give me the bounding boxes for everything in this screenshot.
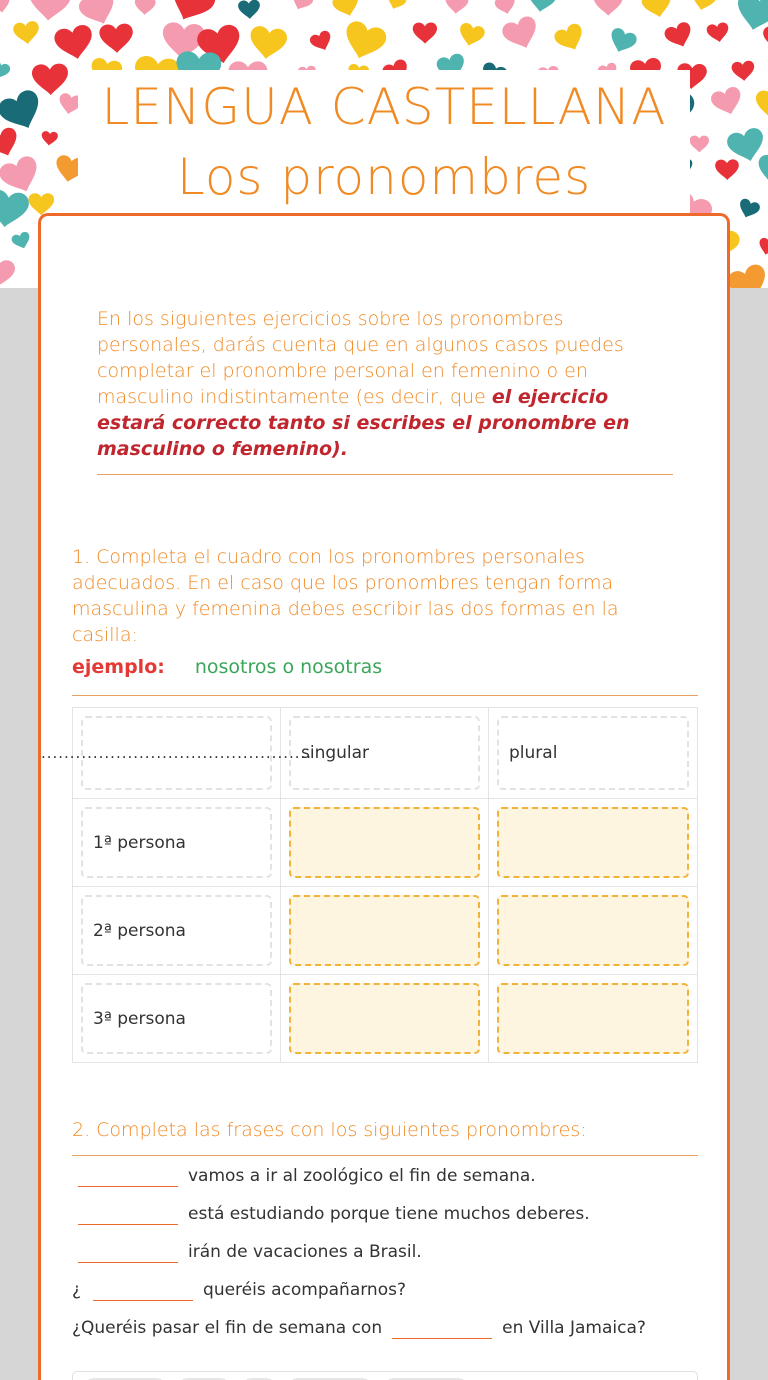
heart-icon	[238, 0, 261, 20]
sentence-2	[72, 1203, 590, 1225]
blank-input-3[interactable]	[78, 1241, 178, 1263]
heart-icon	[134, 0, 156, 15]
example-row	[72, 656, 382, 678]
answer-box-2-plural[interactable]	[497, 895, 689, 966]
title-banner	[78, 70, 690, 220]
heart-icon	[706, 22, 731, 44]
heart-icon	[690, 136, 710, 153]
word-bank	[72, 1371, 698, 1380]
heart-icon	[755, 154, 768, 188]
sentence-text: en Villa Jamaica?	[502, 1318, 646, 1338]
blank-input-2[interactable]	[78, 1203, 178, 1225]
heart-icon	[288, 0, 315, 14]
sentence-text: vamos a ir al zoológico el fin de semana.	[188, 1166, 536, 1186]
heart-icon	[494, 0, 518, 16]
question-2-prompt: 2. Completa las frases con los siguientes pronombres:	[72, 1119, 587, 1141]
grid-row-2	[73, 887, 697, 975]
example-label: ejemplo:	[72, 656, 165, 678]
heart-icon	[444, 0, 469, 15]
example-value: nosotros o nosotras	[194, 656, 383, 678]
sentence-text: queréis acompañarnos?	[203, 1280, 406, 1300]
heart-icon	[733, 0, 768, 34]
grid-corner-cell: ...............................................	[81, 716, 272, 790]
answer-box-3-plural[interactable]	[497, 983, 689, 1054]
heart-icon	[27, 0, 72, 22]
heart-icon	[0, 126, 22, 161]
question-1-prompt: 1. Completa el cuadro con los pronombres personales adecuados. En el caso que los pronombres tengan forma masculina y femenina debes escribir las dos formas en la casilla:	[72, 546, 619, 646]
heart-icon	[340, 19, 389, 64]
heart-icon	[413, 22, 438, 43]
heart-icon	[0, 154, 44, 199]
heart-icon	[0, 188, 30, 230]
worksheet	[38, 213, 730, 1380]
heart-icon	[526, 0, 558, 14]
heart-icon	[53, 23, 96, 62]
heart-icon	[640, 0, 674, 20]
intro-paragraph	[97, 306, 677, 462]
heart-icon	[663, 20, 696, 51]
grid-header-singular: singular	[289, 716, 480, 790]
heart-icon	[606, 26, 638, 56]
sentence-4	[72, 1279, 406, 1301]
heart-icon	[757, 237, 768, 258]
grid-row-1	[73, 799, 697, 887]
sentence-text: irán de vacaciones a Brasil.	[188, 1242, 422, 1262]
heart-icon	[32, 63, 69, 95]
grid-header-plural: plural	[497, 716, 689, 790]
grid-row-label: 1ª persona	[81, 807, 272, 878]
heart-icon	[731, 60, 755, 82]
heart-icon	[715, 159, 739, 180]
sentence-prefix: ¿Queréis pasar el fin de semana con	[72, 1318, 383, 1338]
heart-icon	[725, 262, 768, 288]
intro-emphasis: el ejercicio estará correcto tanto si escribes el pronombre en masculino o femenino).	[97, 386, 630, 460]
grid-row-3	[73, 975, 697, 1062]
heart-icon	[0, 0, 12, 15]
sentence-text: está estudiando porque tiene muchos deberes.	[188, 1204, 590, 1224]
heart-icon	[248, 25, 289, 61]
grid-header-row	[40, 708, 697, 799]
heart-icon	[552, 21, 588, 55]
heart-icon	[41, 131, 59, 147]
heart-icon	[99, 23, 134, 54]
heart-icon	[385, 0, 408, 12]
heart-icon	[689, 0, 717, 13]
grid-row-label: 3ª persona	[81, 983, 272, 1054]
heart-icon	[500, 14, 543, 54]
sentence-prefix: ¿	[72, 1280, 82, 1300]
sentence-5	[72, 1317, 646, 1339]
page-title: LENGUA CASTELLANA	[101, 78, 667, 136]
blank-input-5[interactable]	[392, 1317, 492, 1339]
heart-icon	[13, 20, 41, 45]
heart-icon	[755, 90, 768, 119]
heart-icon	[736, 197, 761, 221]
heart-icon	[594, 0, 623, 16]
answer-box-2-singular[interactable]	[289, 895, 480, 966]
divider	[72, 695, 698, 696]
heart-icon	[0, 59, 11, 82]
answer-box-3-singular[interactable]	[289, 983, 480, 1054]
heart-icon	[10, 231, 32, 252]
grid-row-label: 2ª persona	[81, 895, 272, 966]
heart-icon	[0, 257, 16, 288]
sentence-3	[72, 1241, 422, 1263]
divider	[97, 474, 673, 475]
divider	[72, 1155, 698, 1156]
intro-text: En los siguientes ejercicios sobre los pronombres personales, darás cuenta que en algunos casos puedes completar el pronombre personal en femenino o en masculino indistintamente (es decir, que	[97, 308, 624, 408]
heart-icon	[456, 22, 486, 49]
pronoun-grid	[40, 707, 698, 1063]
sentence-1	[72, 1165, 536, 1187]
blank-input-4[interactable]	[93, 1279, 193, 1301]
heart-icon	[709, 85, 745, 118]
answer-box-1-plural[interactable]	[497, 807, 689, 878]
heart-icon	[763, 26, 768, 50]
answer-box-1-singular[interactable]	[289, 807, 480, 878]
page-subtitle: Los pronombres	[176, 148, 592, 206]
heart-icon	[308, 29, 335, 54]
blank-input-1[interactable]	[78, 1165, 178, 1187]
heart-icon	[331, 0, 362, 20]
